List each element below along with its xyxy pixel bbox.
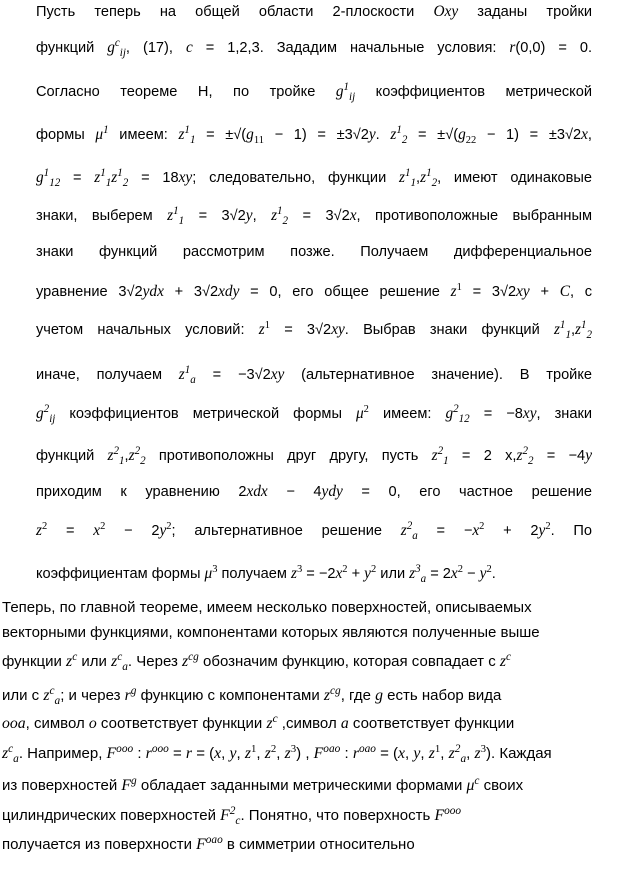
text-line-13: приходим к уравнению 2xdx − 4ydy = 0, его частное решение [36, 483, 592, 500]
text-line-10: иначе, получаем $z^1_a = -3√2xy$ (альтернативное значение). В тройке [36, 363, 592, 387]
text-line-8: уравнение 3√2ydx + 3√2xdy = 0, его общее решение $z^1 = 3√2xy + C$, с [36, 282, 593, 300]
text-line-4: формы $\mu^1$ имеем: $z^1_1 = \pm√(g_{11} - 1) = \pm 3√2y$. $z^1_2 = \pm√(g_{22} - 1) = \pm 3√2x$, [36, 123, 592, 147]
text-line-3: Согласно теореме Н, по тройке $g^1_{ij}$ коэффициентов метрической [36, 80, 592, 104]
text-line-21: $z^c_a$. Например, $F^{ooo}$ : $r^{ooo} = r = (x$, y, $z^1$, $z^2$, $z^3$) , $F^{oao}$ : $r^{oao} = (x$, y, $z^1$, $z^2_a$, $z^3$). Каждая [2, 742, 552, 766]
text-line-9: учетом начальных условий: $z^1 = 3√2xy$. Выбрав знаки функций $z^1_1,z^1_2$ [36, 318, 593, 342]
text-line-19: или с $z^c_a$; и через $r^g$ функцию с компонентами $z^{cg}$, где g есть набор вида [2, 684, 502, 708]
text-line-2: функций $g^c_{ij}$, (17), c = 1,2,3. Зададим начальные условия: r(0,0) = 0. [36, 36, 593, 60]
text-line-12: функций $z^2_1,z^2_2$ противоположны друг другу, пусть $z^2_1 = 2$ $x,z^2_2 = -4y$ [36, 444, 592, 468]
text-line-7: знаки функций рассмотрим позже. Получаем дифференциальное [36, 244, 592, 260]
text-line-1: Пусть теперь на общей области 2-плоскости Oxy заданы тройки [36, 3, 593, 20]
text-line-5: $g^1_{12} = z^1_1z^1_2 = 18xy$; следовательно, функции $z^1_1,z^1_2$, имеют одинаковые [36, 166, 592, 190]
text-line-18: функции $z^c$ или $z^c_a$. Через $z^{cg}$ обозначим функцию, которая совпадает с $z^c$ [2, 650, 512, 674]
text-line-22: из поверхностей $F^g$ обладает заданными метрическими формами $\mu^c$ своих [2, 774, 524, 794]
text-line-16: Теперь, по главной теореме, имеем несколько поверхностей, описываемых [2, 599, 532, 616]
text-line-23: цилиндрических поверхностей $F^2_c$. Понятно, что поверхность $F^{ooo}$ [2, 804, 462, 828]
text-line-20: ooa, символ o соответствует функции $z^c$ ,символ a соответствует функции [2, 712, 515, 732]
text-line-24: получается из поверхности $F^{oao}$ в симметрии относительно [2, 833, 415, 853]
text-line-14: $z^2 = x^2 - 2y^2$; альтернативное решение $z^2_a = -x^2 + 2y^2$. По [36, 519, 593, 543]
text-line-15: коэффициентам формы $\mu^3$ получаем $z^3 = -2x^2 + y^2$ или $z^3_a = 2x^2 - y^2$. [36, 562, 496, 586]
text-line-11: $g^2_{ij}$ коэффициентов метрической формы $\mu^2$ имеем: $g^2_{12} = -8xy$, знаки [36, 402, 592, 426]
text-line-6: знаки, выберем $z^1_1 = 3√2y$, $z^1_2 = 3√2x$, противоположные выбранным [36, 204, 592, 228]
text-line-17: векторными функциями, компонентами которых являются полученные выше [2, 624, 540, 641]
